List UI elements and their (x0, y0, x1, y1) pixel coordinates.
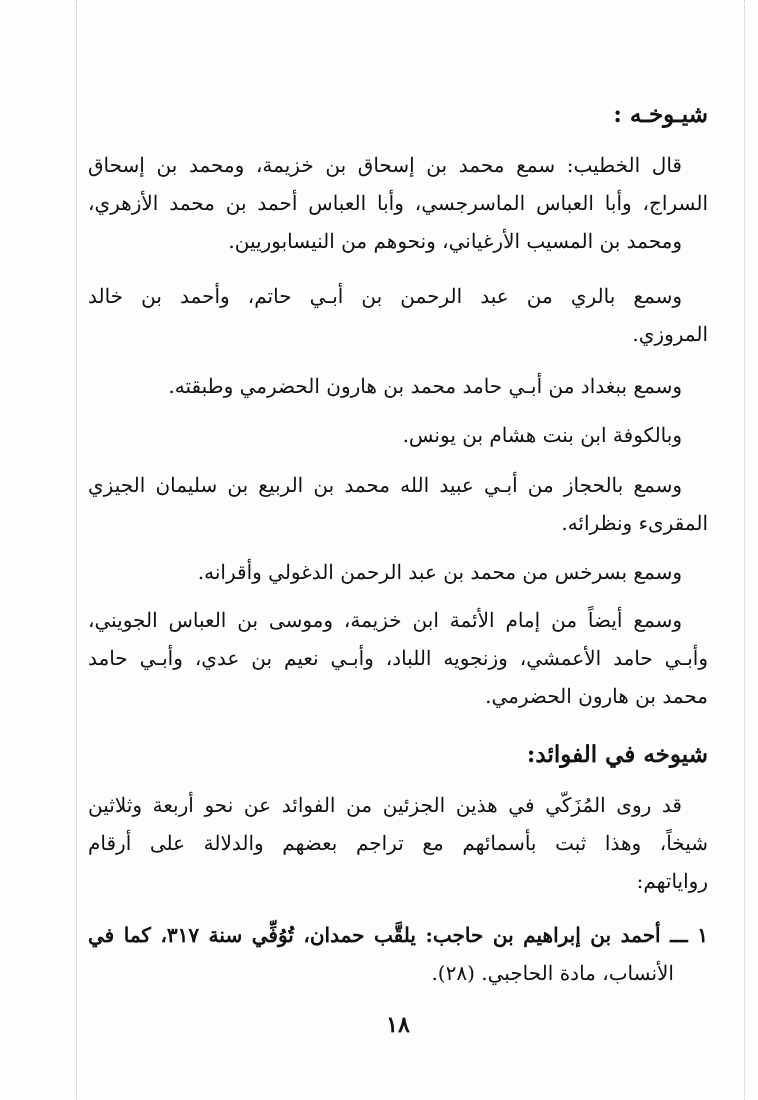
text-line: وسمع ببغداد من أبـي حامد محمد بن هارون الحضرمي وطبقته. (168, 374, 682, 398)
paragraph-baghdad (88, 367, 708, 405)
text-line: السراج، وأبا العباس الماسرجسي، وأبا العباس أحمد بن محمد الأزهري، (88, 191, 709, 215)
margin-rule-right (744, 0, 745, 1100)
text-line: وسمع أيضاً من إمام الأئمة ابن خزيمة، وموسى بن العباس الجويني، (88, 608, 682, 632)
paragraph-kufa (88, 416, 708, 454)
section-heading-shuyukh: شيـوخـه : (613, 101, 708, 128)
text-line: وسمع بسرخس من محمد بن عبد الرحمن الدغولي وأقرانه. (197, 560, 682, 584)
text-line: ومحمد بن المسيب الأرغياني، ونحوهم من النيسابوريين. (228, 229, 682, 253)
text-line: وأبـي حامد الأعمشي، وزنجويه اللباد، وأبـي نعيم بن عدي، وأبـي حامد (88, 646, 708, 670)
paragraph-intro (88, 786, 708, 900)
text-line: رواياتهم: (636, 869, 708, 893)
text-line: المقرىء ونظرائه. (561, 511, 708, 535)
section-heading-fawaid: شيوخه في الفوائد: (526, 741, 708, 768)
list-item (88, 916, 708, 992)
text-line: قال الخطيب: سمع محمد بن إسحاق بن خزيمة، ومحمد بن إسحاق (88, 153, 682, 177)
text-line: ١ ـــ أحمد بن إبراهيم بن حاجب: يلقَّب حمدان، تُوُفِّي سنة ٣١٧، كما في (88, 923, 708, 947)
document-page (88, 0, 708, 1100)
paragraph-hijaz (88, 466, 708, 542)
paragraph-rayy (88, 277, 708, 353)
text-line: وسمع بالحجاز من أبـي عبيد الله محمد بن الربيع بن سليمان الجيزي (88, 473, 682, 497)
paragraph-sarakhs (88, 553, 708, 591)
paragraph-aydan (88, 601, 708, 715)
text-line: وسمع بالري من عبد الرحمن بن أبـي حاتم، وأحمد بن خالد (88, 284, 682, 308)
paragraph-khatib (88, 146, 708, 260)
page-number: ١٨ (386, 1012, 410, 1038)
text-line: محمد بن هارون الحضرمي. (485, 684, 708, 708)
text-line: شيخاً، وهذا ثبت بأسمائهم مع تراجم بعضهم والدلالة على أرقام (88, 831, 708, 855)
margin-rule-left (76, 0, 77, 1100)
text-line: المروزي. (632, 322, 708, 346)
text-line: وبالكوفة ابن بنت هشام بن يونس. (402, 423, 682, 447)
text-line: الأنساب، مادة الحاجبي. (٢٨). (431, 961, 674, 985)
text-line: قد روى المُزَكّي في هذين الجزئين من الفوائد عن نحو أربعة وثلاثين (88, 793, 682, 817)
